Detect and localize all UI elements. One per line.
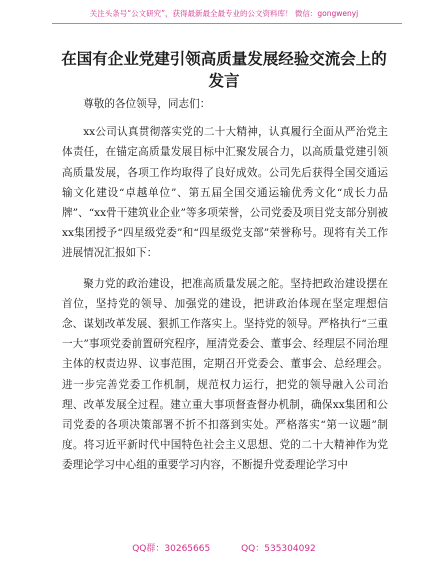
salutation: 尊敬的各位领导，同志们： — [83, 98, 211, 110]
header-banner: 关注头条号“公文研究”，获得最新最全最专业的公文资料库！ 微信：gongwenyj — [89, 9, 359, 18]
paragraph-political-construction: 聚力党的政治建设，把准高质量发展之舵。坚持把政治建设摆在首位，坚持党的领导、加强党的建设，把讲政治体现在坚定理想信念、谋划改革发展、狠抓工作落实上。坚持党的领导。严格执行“三重一大”事项党委前置研究程序，厘清党委会、董事会、经理层不同治理主体的权责边界、议事范围，定期召开党委会、董事会、总经理会。进一步完善党委工作机制，规范权力运行，把党的领导融入公司治理、改革发展全过程。建立重大事项督查督办机制，确保xx集团和公司党委的各项决策部署不折不扣落到实处。严格落实“第一议题”制度。将习近平新时代中国特色社会主义思想、党的二十大精神作为党委理论学习中心组的重要学习内容，不断提升党委理论学习中 — [62, 277, 388, 472]
document-body — [62, 94, 388, 476]
footer-qq-group: QQ群：30265665 — [132, 544, 211, 554]
document-title: 在国有企业党建引领高质量发展经验交流会上的发言 — [61, 50, 387, 90]
footer-contacts — [0, 541, 448, 554]
header-divider — [52, 23, 402, 24]
paragraph-intro: xx公司认真贯彻落实党的二十大精神，认真履行全面从严治党主体责任，在锚定高质量发展目标中汇聚发展合力，以高质量党建引领高质量发展，各项工作均取得了良好成效。公司先后获得全国交通运输文化建设“卓越单位”、第五届全国交通运输优秀文化“成长力品牌”、“xx骨干建筑业企业”等多项荣誉，公司党委及项目党支部分别被xx集团授予“四星级党委”和“四星级党支部”荣誉称号。现将有关工作进展情况汇报如下： — [62, 126, 388, 260]
footer-qq: QQ：535304092 — [241, 544, 316, 554]
